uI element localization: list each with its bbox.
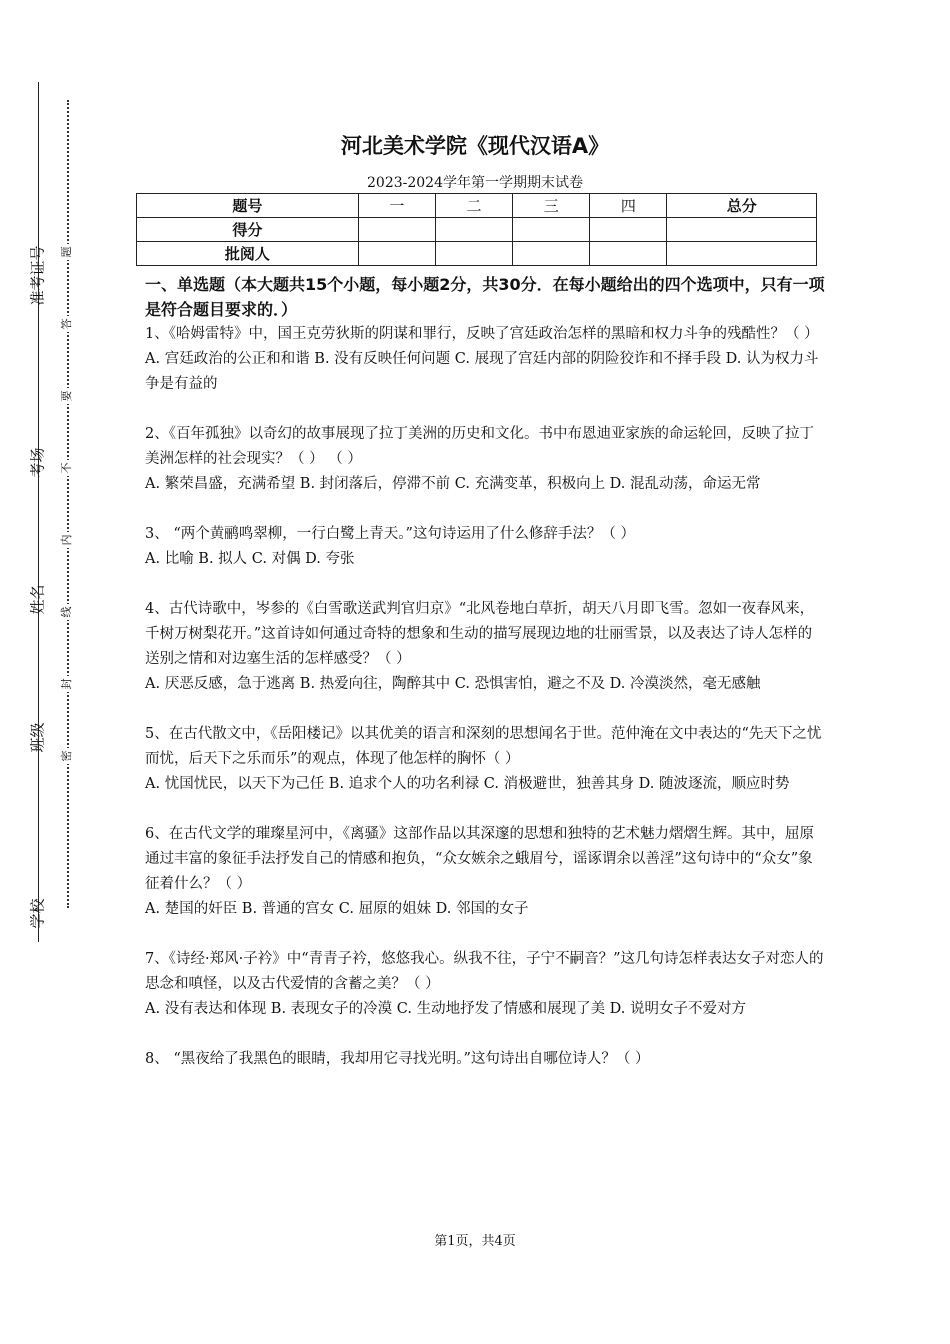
score-header-cell: 三 [513,194,590,218]
question-options: A. 忧国忧民，以天下为己任 B. 追求个人的功名利禄 C. 消极避世，独善其身 D. 随波逐流，顺应时势 [145,776,790,792]
score-row-label: 得分 [137,218,359,242]
question-stem: 2、《百年孤独》以奇幻的故事展现了拉丁美洲的历史和文化。书中布恩迪亚家族的命运轮回，反映了拉丁美洲怎样的社会现实？（ ） （ ） [145,426,814,467]
seal-char: 内 [59,532,75,548]
score-header-cell: 总分 [667,194,817,218]
question-item [145,322,825,397]
score-cell[interactable] [358,218,435,242]
grader-cell[interactable] [590,242,667,266]
seal-char: 题 [59,244,75,260]
seal-char: 封 [59,676,75,692]
score-row [137,218,817,242]
question-item [145,422,825,497]
question-options: A. 宫廷政治的公正和和谐 B. 没有反映任何问题 C. 展现了宫廷内部的阴险狡诈和不择手段 D. 认为权力斗争是有益的 [145,351,819,392]
question-item [145,1047,825,1072]
grader-cell[interactable] [358,242,435,266]
score-header-cell: 题号 [137,194,359,218]
question-stem: 4、古代诗歌中，岑参的《白雪歌送武判官归京》“北风卷地白草折，胡天八月即飞雪。忽如一夜春风来，千树万树梨花开。”这首诗如何通过奇特的想象和生动的描写展现边地的壮丽雪景，以及表达了诗人怎样的送别之情和对边塞生活的怎样感受？（ ） [145,601,815,667]
question-item [145,822,825,922]
grader-cell[interactable] [667,242,817,266]
grader-cell[interactable] [513,242,590,266]
exam-subtitle: 2023-2024学年第一学期期末试卷 [367,175,583,191]
score-cell[interactable] [435,218,512,242]
school-label: 学校 [28,898,47,929]
question-options: A. 没有表达和体现 B. 表现女子的冷漠 C. 生动地抒发了情感和展现了美 D. 说明女子不爱对方 [145,1001,747,1017]
score-table [136,193,817,266]
exam-room-label: 考场 [28,447,47,478]
binding-line [38,82,39,942]
page-number: 第1页，共4页 [434,1234,516,1249]
question-stem: 8、 “黑夜给了我黑色的眼睛，我却用它寻找光明。”这句诗出自哪位诗人？（ ） [145,1051,650,1067]
score-cell[interactable] [667,218,817,242]
question-section [145,272,825,1072]
question-item [145,947,825,1022]
section-heading: 一、单选题（本大题共15个小题，每小题2分，共30分．在每小题给出的四个选项中，只有一项是符合题目要求的．） [145,275,825,319]
seal-char: 不 [59,460,75,476]
question-stem: 5、在古代散文中，《岳阳楼记》以其优美的语言和深刻的思想闻名于世。范仲淹在文中表达的“先天下之忧而忧，后天下之乐而乐”的观点，体现了他怎样的胸怀（ ） [145,726,822,767]
seal-dotted-line [67,100,69,908]
exam-title: 河北美术学院《现代汉语A》 [340,134,610,158]
seal-char: 要 [59,388,75,404]
exam-number-label: 准考证号 [28,245,47,306]
grader-cell[interactable] [435,242,512,266]
class-label: 班级 [28,722,47,753]
score-header-cell: 一 [358,194,435,218]
question-stem: 1、《哈姆雷特》中，国王克劳狄斯的阴谋和罪行，反映了宫廷政治怎样的黑暗和权力斗争的残酷性？（ ） [145,326,819,342]
score-cell[interactable] [513,218,590,242]
question-options: A. 厌恶反感，急于逃离 B. 热爱向往，陶醉其中 C. 恐惧害怕，避之不及 D. 冷漠淡然，毫无感触 [145,676,761,692]
question-item [145,522,825,572]
question-item [145,597,825,697]
question-item [145,722,825,797]
grader-row-label: 批阅人 [137,242,359,266]
score-header-cell: 二 [435,194,512,218]
seal-char: 线 [59,604,75,620]
score-cell[interactable] [590,218,667,242]
grader-row [137,242,817,266]
score-table-header-row [137,194,817,218]
question-stem: 6、在古代文学的璀璨星河中，《离骚》这部作品以其深邃的思想和独特的艺术魅力熠熠生辉。其中，屈原通过丰富的象征手法抒发自己的情感和抱负，“众女嫉余之蛾眉兮，谣诼谓余以善淫”这句诗中的“众女”象征着什么？（ ） [145,826,814,892]
seal-char: 密 [59,748,75,764]
seal-char: 答 [59,316,75,332]
name-label: 姓名 [28,584,47,615]
question-options: A. 比喻 B. 拟人 C. 对偶 D. 夸张 [145,551,355,567]
question-options: A. 繁荣昌盛，充满希望 B. 封闭落后，停滞不前 C. 充满变革，积极向上 D. 混乱动荡，命运无常 [145,476,761,492]
question-stem: 3、 “两个黄鹂鸣翠柳，一行白鹭上青天。”这句诗运用了什么修辞手法？（ ） [145,526,636,542]
question-options: A. 楚国的奸臣 B. 普通的宫女 C. 屈原的姐妹 D. 邻国的女子 [145,901,529,917]
score-header-cell: 四 [590,194,667,218]
question-stem: 7、《诗经·郑风·子衿》中“青青子衿，悠悠我心。纵我不往，子宁不嗣音？”这几句诗怎样表达女子对恋人的思念和嗔怪，以及古代爱情的含蓄之美？（ ） [145,951,824,992]
